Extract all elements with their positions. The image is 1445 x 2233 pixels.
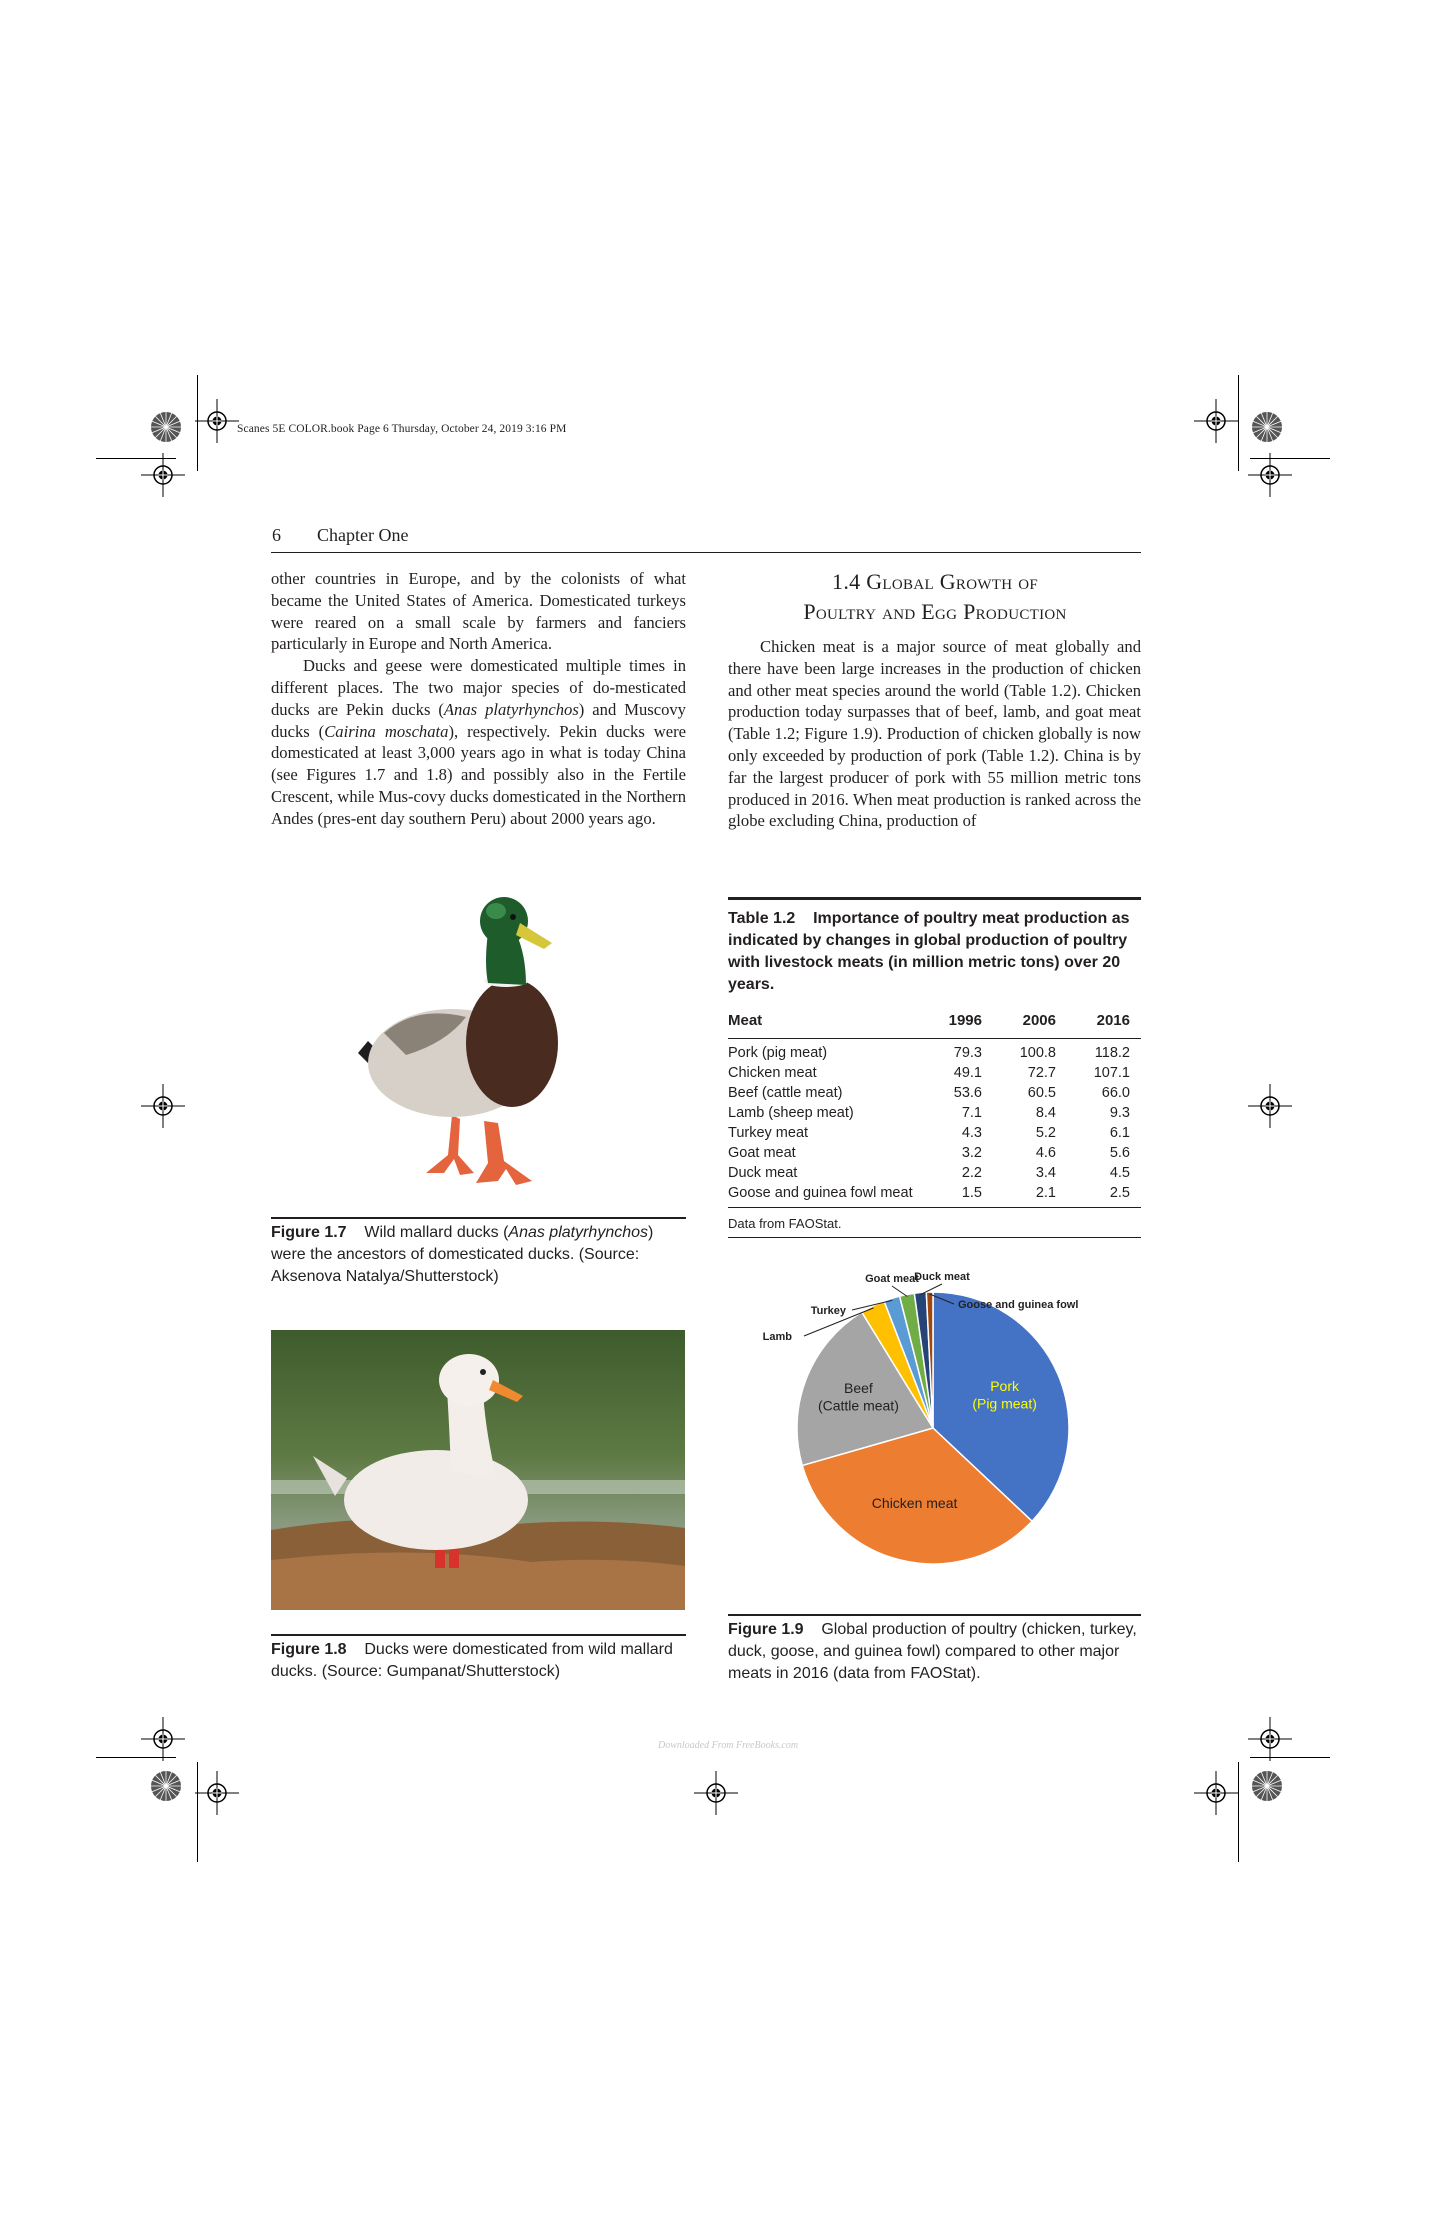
figure-1-9-caption	[728, 1619, 1141, 1685]
header-rule	[271, 552, 1141, 553]
chapter-title: Chapter One	[317, 525, 409, 545]
table-cell-meat: Duck meat	[728, 1165, 798, 1181]
section-heading-line-1: 1.4 Global Growth of	[832, 569, 1038, 594]
col-header-meat: Meat	[728, 1012, 763, 1029]
table-cell-value: 5.6	[1109, 1145, 1130, 1161]
figure-1-7-rule	[271, 1217, 686, 1219]
table-cell-value: 1.5	[961, 1185, 982, 1201]
table-cell-value: 4.5	[1109, 1165, 1130, 1181]
table-top-rule	[728, 897, 1141, 900]
table-cell-value: 5.2	[1035, 1125, 1056, 1141]
table-cell-value: 79.3	[953, 1045, 982, 1061]
figure-1-7-text-a: Wild mallard ducks (	[364, 1224, 509, 1241]
table-row	[728, 1103, 1141, 1123]
table-cell-meat: Goat meat	[728, 1145, 796, 1161]
figure-1-9-text: Global production of poultry (chicken, turkey, duck, goose, and guinea fowl) compared to other major meats in 2016 (data from FAOStat).	[728, 1621, 1137, 1682]
section-heading-line-2: Poultry and Egg Production	[803, 599, 1067, 624]
table-caption-text: Importance of poultry meat production as indicated by changes in global production of poultry with livestock meats (in million metric tons) over 20 years.	[728, 910, 1130, 993]
figure-1-7-text-b: ) were the ancestors of domesticated ducks. (Source: Aksenova Natalya/Shutterstock)	[271, 1224, 654, 1285]
table-cell-meat: Lamb (sheep meat)	[728, 1105, 854, 1121]
table-cell-value: 2.1	[1035, 1185, 1056, 1201]
watermark: Downloaded From FreeBooks.com	[658, 1740, 799, 1751]
table-cell-meat: Turkey meat	[728, 1125, 809, 1141]
table-cell-value: 60.5	[1027, 1085, 1056, 1101]
figure-1-9-rule	[728, 1614, 1141, 1616]
pie-label-duck-meat: Duck meat	[914, 1271, 970, 1283]
table-row	[728, 1123, 1141, 1143]
left-column-text	[271, 568, 686, 830]
print-slug: Scanes 5E COLOR.book Page 6 Thursday, October 24, 2019 3:16 PM	[237, 423, 567, 435]
table-row	[728, 1163, 1141, 1183]
figure-1-8-label: Figure 1.8	[271, 1641, 347, 1658]
mallard-duck-photo	[356, 893, 588, 1191]
table-note: Data from FAOStat.	[728, 1216, 842, 1231]
figure-1-8-caption	[271, 1639, 686, 1683]
paragraph-2: Ducks and geese were domesticated multiple times in different places. The two major species of do-mesticated ducks are Pekin ducks (Anas platyrhynchos) and Muscovy ducks (Cairina moschata), respectively. Pekin ducks were domesticated at least 3,000 years ago in what is today China (see Figures 1.7 and 1.8) and possibly also in the Fertile Crescent, while Mus-covy ducks domesticated in the Northern Andes (pres-ent day southern Peru) about 2000 years ago.	[271, 656, 686, 828]
table-header-row	[728, 1012, 1141, 1038]
figure-1-7-species: Anas platyrhynchos	[508, 1224, 649, 1241]
pie-label-beef: Beef (Cattle meat)	[817, 1380, 899, 1414]
col-header-2016: 2016	[1096, 1012, 1130, 1029]
section-heading	[728, 567, 1142, 627]
pie-label-turkey: Turkey	[810, 1305, 846, 1317]
paragraph-1: other countries in Europe, and by the colonists of what became the United States of America. Domesticated turkeys were reared on a small scale by farmers and fanciers particularly in Europe and North America.	[271, 569, 686, 654]
table-end-rule	[728, 1237, 1141, 1238]
table-1-2	[728, 897, 1141, 1238]
table-bottom-rule	[728, 1207, 1141, 1208]
section-paragraph: Chicken meat is a major source of meat globally and there have been large increases in the production of chicken and other meat species around the world (Table 1.2). Chicken production today surpasses that of beef, lamb, and goat meat (Table 1.2; Figure 1.9). Production of chicken globally is now only exceeded by production of pork (Table 1.2). China is by far the largest producer of pork with 55 million metric tons produced in 2016. When meat production is ranked across the globe excluding China, production of	[728, 637, 1141, 831]
pie-label-pork: Pork (Pig meat)	[972, 1378, 1037, 1412]
figure-1-8-rule	[271, 1634, 686, 1636]
table-cell-value: 3.4	[1035, 1165, 1056, 1181]
col-header-2006: 2006	[1022, 1012, 1056, 1029]
table-cell-meat: Goose and guinea fowl meat	[728, 1185, 913, 1201]
pie-label-goose-guinea-fowl: Goose and guinea fowl	[958, 1299, 1079, 1311]
table-cell-value: 107.1	[1093, 1065, 1130, 1081]
table-cell-value: 2.5	[1109, 1185, 1130, 1201]
table-cell-value: 49.1	[953, 1065, 982, 1081]
col-header-1996: 1996	[948, 1012, 982, 1029]
pie-leader-line	[892, 1286, 907, 1296]
pie-label-goat-meat: Goat meat	[865, 1273, 919, 1285]
pie-label-chicken-meat: Chicken meat	[871, 1494, 958, 1511]
figure-1-9-pie-chart	[728, 1250, 1148, 1610]
table-cell-value: 100.8	[1019, 1045, 1056, 1061]
table-cell-value: 9.3	[1109, 1105, 1130, 1121]
page-number: 6	[272, 525, 281, 545]
figure-1-8-text: Ducks were domesticated from wild mallard ducks. (Source: Gumpanat/Shutterstock)	[271, 1641, 673, 1680]
table-cell-value: 6.1	[1109, 1125, 1130, 1141]
table-cell-value: 53.6	[953, 1085, 982, 1101]
pekin-duck-photo	[271, 1330, 685, 1610]
table-row	[728, 1143, 1141, 1163]
table-row	[728, 1043, 1141, 1063]
table-cell-value: 7.1	[961, 1105, 982, 1121]
table-cell-meat: Beef (cattle meat)	[728, 1085, 843, 1101]
table-cell-meat: Chicken meat	[728, 1065, 817, 1081]
table-cell-meat: Pork (pig meat)	[728, 1045, 828, 1061]
table-header-rule	[728, 1038, 1141, 1039]
table-cell-value: 2.2	[961, 1165, 982, 1181]
pie-label-lamb: Lamb	[762, 1331, 792, 1343]
table-body	[728, 1043, 1141, 1203]
table-cell-value: 3.2	[961, 1145, 982, 1161]
table-cell-value: 118.2	[1094, 1045, 1130, 1061]
table-cell-value: 72.7	[1027, 1065, 1056, 1081]
table-label: Table 1.2	[728, 910, 796, 927]
table-cell-value: 4.6	[1035, 1145, 1056, 1161]
figure-1-7-label: Figure 1.7	[271, 1224, 347, 1241]
table-cell-value: 66.0	[1101, 1085, 1130, 1101]
table-row	[728, 1063, 1141, 1083]
figure-1-7-caption	[271, 1222, 686, 1288]
table-caption	[728, 908, 1141, 996]
table-cell-value: 8.4	[1035, 1105, 1056, 1121]
section-body	[728, 636, 1141, 832]
table-cell-value: 4.3	[961, 1125, 982, 1141]
figure-1-9-label: Figure 1.9	[728, 1621, 804, 1638]
table-row	[728, 1183, 1141, 1203]
table-row	[728, 1083, 1141, 1103]
